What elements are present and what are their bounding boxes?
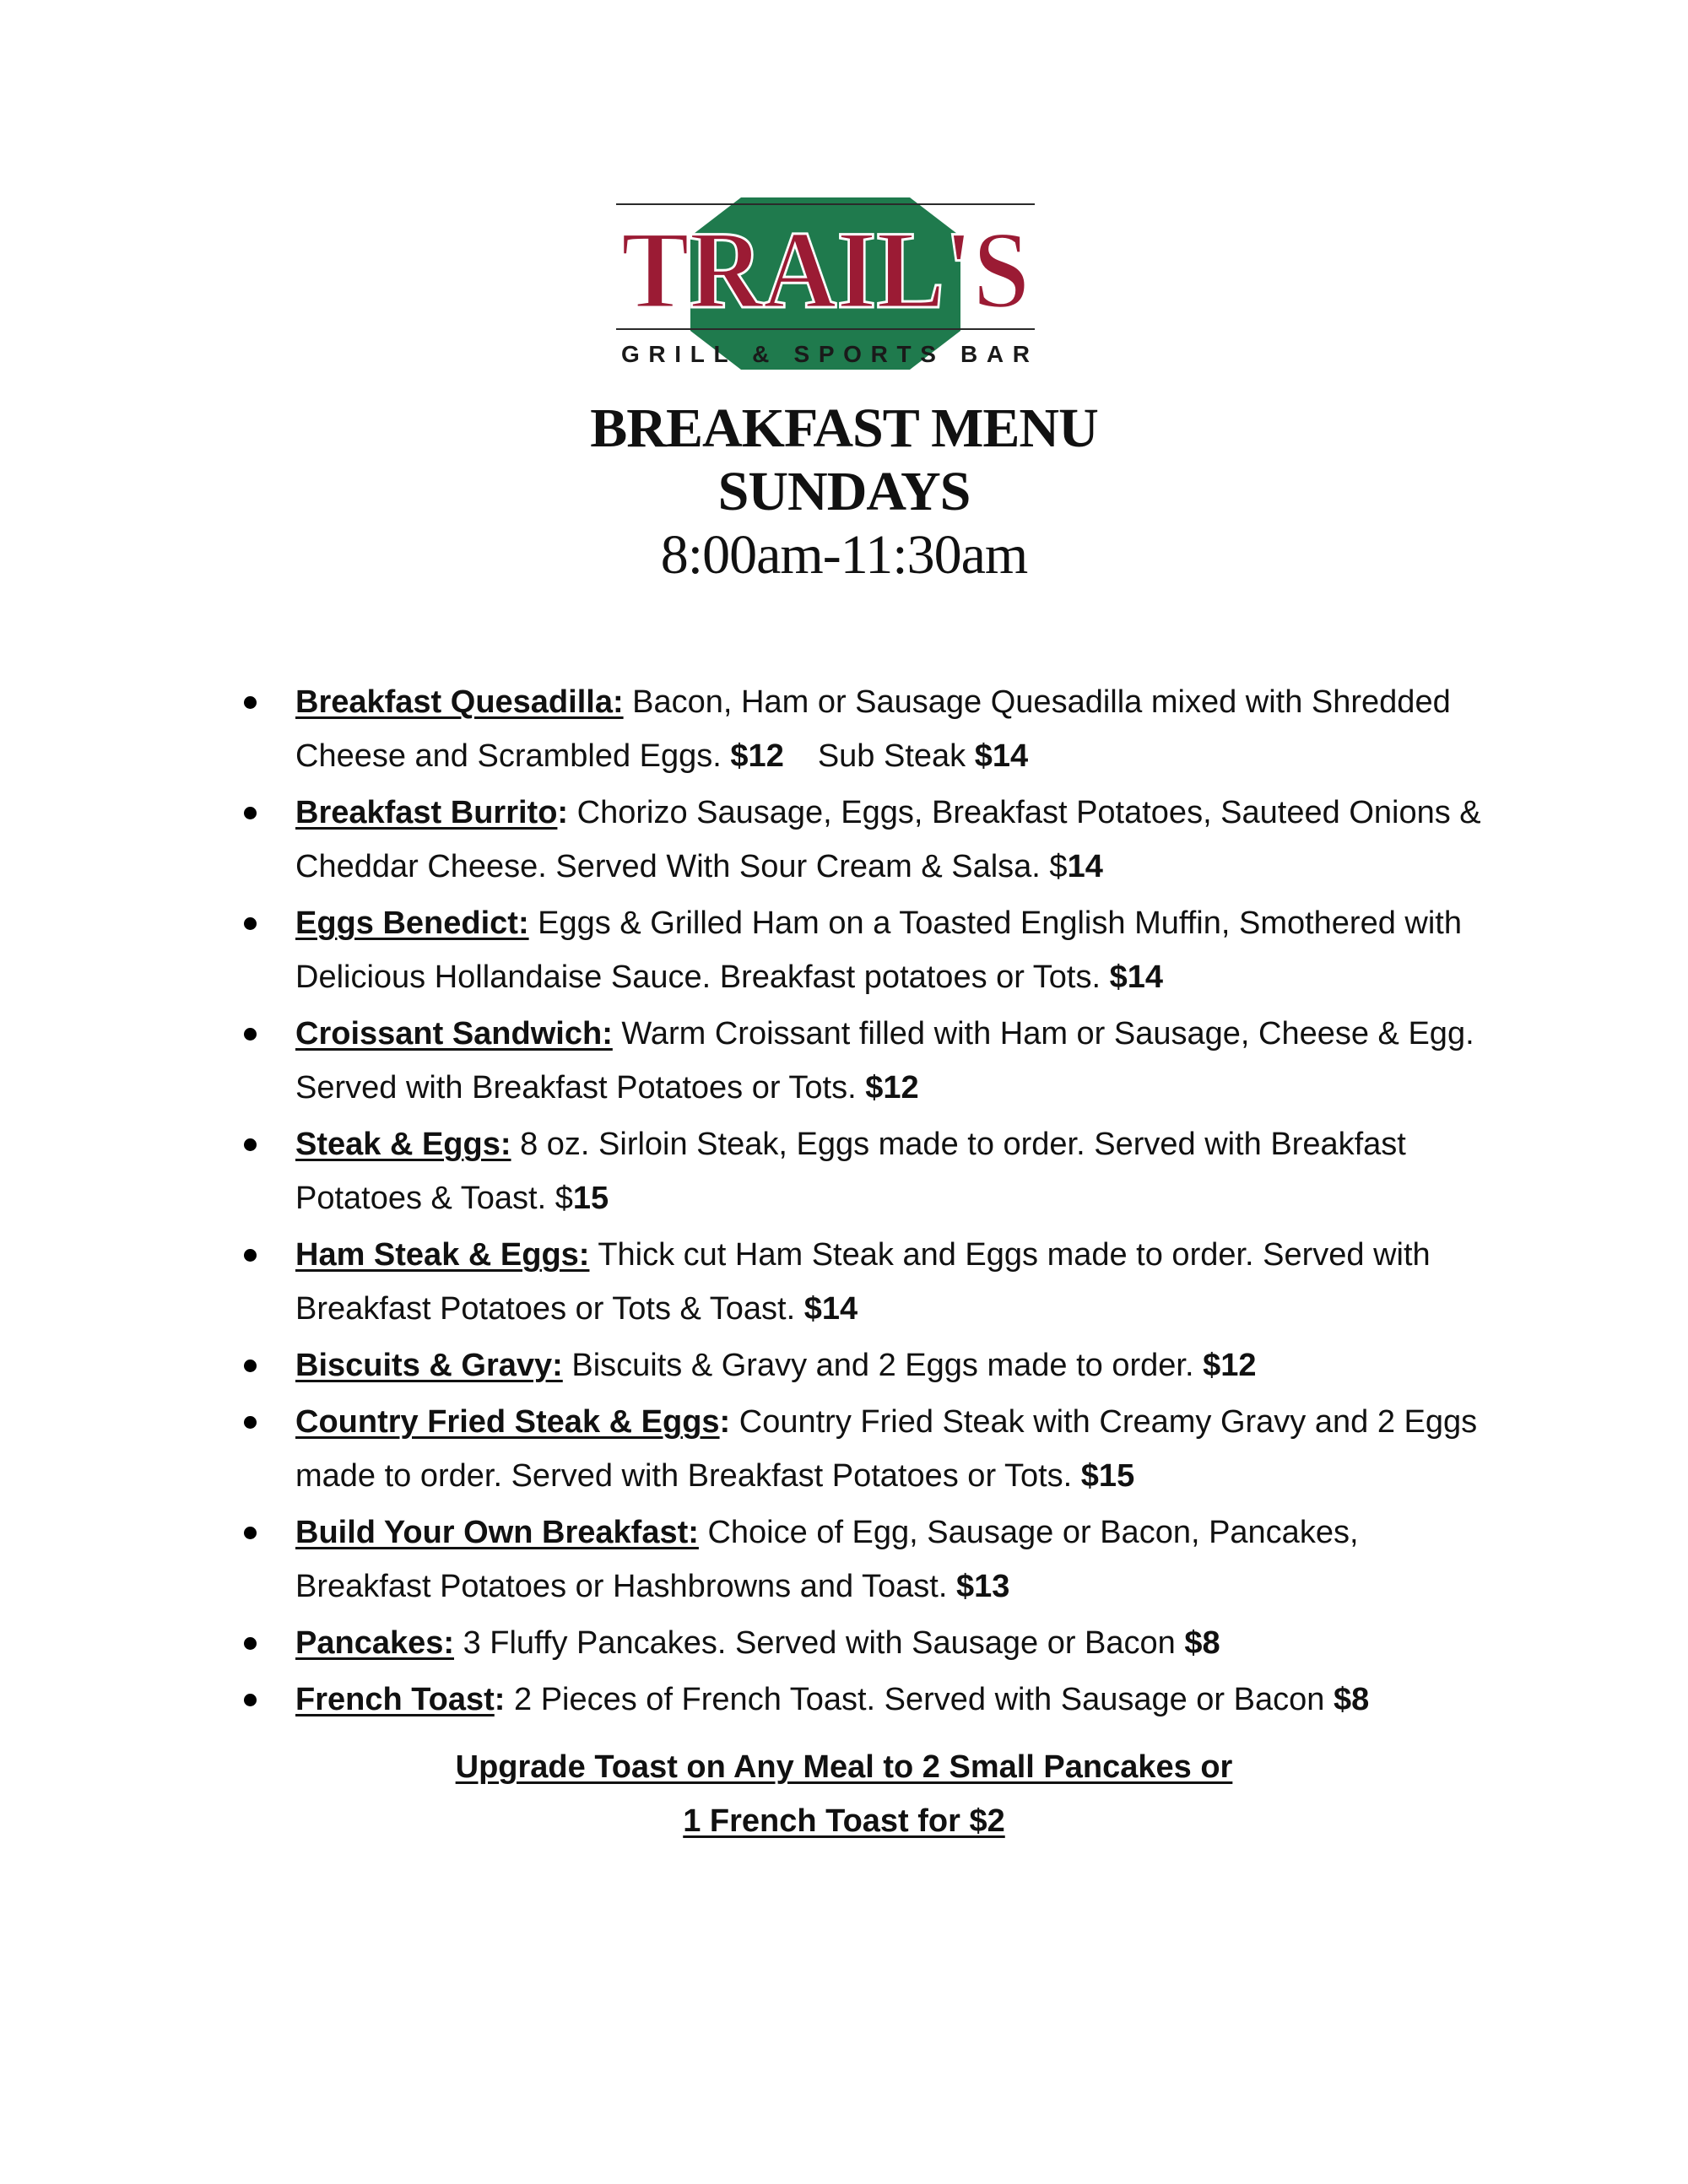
item-name: Breakfast Burrito [295, 795, 558, 830]
bullet-icon [244, 1694, 257, 1706]
item-description: Eggs & Grilled Ham on a Toasted English Muffin, Smothered with Delicious Hollandaise Sauce. Breakfast potatoes or Tots. [295, 905, 1462, 995]
item-name: French Toast [295, 1682, 495, 1717]
item-price-prefix: $ [1049, 849, 1068, 884]
bullet-icon [244, 1360, 257, 1372]
item-description: 2 Pieces of French Toast. Served with Sausage or Bacon [514, 1682, 1325, 1717]
menu-item-breakfast-burrito [295, 786, 1494, 894]
item-description: 8 oz. Sirloin Steak, Eggs made to order. Served with Breakfast Potatoes & Toast. [295, 1127, 1406, 1216]
item-price: $8 [1184, 1625, 1220, 1661]
menu-heading [0, 397, 1688, 587]
bullet-icon [244, 1028, 257, 1041]
menu-list [295, 675, 1494, 1729]
menu-item-eggs-benedict [295, 896, 1494, 1004]
item-price: 15 [572, 1181, 609, 1216]
menu-item-ham-steak-and-eggs [295, 1228, 1494, 1336]
item-name-suffix: : [494, 1682, 506, 1717]
item-name-suffix: : [719, 1404, 731, 1440]
item-name: Build Your Own Breakfast: [295, 1515, 699, 1550]
menu-day: SUNDAYS [717, 461, 971, 522]
item-description: 3 Fluffy Pancakes. Served with Sausage or Bacon [463, 1625, 1176, 1661]
item-price: $12 [730, 738, 784, 774]
logo-tagline: GRILL & SPORTS BAR [621, 341, 1030, 367]
item-name: Biscuits & Gravy: [295, 1348, 563, 1383]
bullet-icon [244, 917, 257, 930]
bullet-icon [244, 1249, 257, 1262]
menu-item-build-your-own-breakfast [295, 1506, 1494, 1614]
item-price: $8 [1333, 1682, 1370, 1717]
upgrade-note-line-2: 1 French Toast for $2 [683, 1803, 1005, 1839]
bullet-icon [244, 1527, 257, 1539]
item-extra-label: Sub Steak [817, 738, 966, 774]
item-description: Biscuits & Gravy and 2 Eggs made to order. [571, 1348, 1194, 1383]
menu-item-breakfast-quesadilla [295, 675, 1494, 783]
menu-item-french-toast [295, 1673, 1494, 1727]
item-price: $12 [1203, 1348, 1257, 1383]
menu-item-country-fried-steak [295, 1395, 1494, 1503]
item-description: Chorizo Sausage, Eggs, Breakfast Potatoes, Sauteed Onions & Cheddar Cheese. Served With Sour Cream & Salsa. [295, 795, 1481, 884]
item-description: Warm Croissant filled with Ham or Sausage, Cheese & Egg. Served with Breakfast Potatoes or Tots. [295, 1016, 1474, 1106]
item-price: $13 [955, 1569, 1010, 1604]
item-price: $12 [865, 1070, 919, 1106]
item-name-suffix: : [557, 795, 569, 830]
item-name: Eggs Benedict: [295, 905, 529, 941]
logo-graphic [614, 196, 1036, 375]
trails-logo [614, 196, 1036, 375]
item-description: Thick cut Ham Steak and Eggs made to order. Served with Breakfast Potatoes or Tots & Toast. [295, 1237, 1431, 1327]
item-name: Country Fried Steak & Eggs [295, 1404, 720, 1440]
menu-hours: 8:00am-11:30am [660, 524, 1028, 586]
item-price-prefix: $ [555, 1181, 573, 1216]
menu-item-steak-and-eggs [295, 1117, 1494, 1225]
item-name: Ham Steak & Eggs: [295, 1237, 590, 1273]
item-price: $14 [803, 1291, 858, 1327]
item-name: Breakfast Quesadilla: [295, 684, 624, 720]
menu-title: BREAKFAST MENU [590, 397, 1098, 459]
bullet-icon [244, 807, 257, 819]
item-description: Country Fried Steak with Creamy Gravy and 2 Eggs made to order. Served with Breakfast Potatoes or Tots. [295, 1404, 1478, 1494]
bullet-icon [244, 696, 257, 709]
menu-item-biscuits-and-gravy [295, 1338, 1494, 1392]
item-name: Steak & Eggs: [295, 1127, 511, 1162]
item-price: $15 [1080, 1458, 1135, 1494]
logo-wordmark: TRAIL'S [621, 208, 1030, 332]
menu-item-croissant-sandwich [295, 1007, 1494, 1115]
bullet-icon [244, 1138, 257, 1151]
upgrade-note-line-1: Upgrade Toast on Any Meal to 2 Small Pancakes or [455, 1749, 1233, 1785]
item-price: $14 [1109, 960, 1164, 995]
item-name: Pancakes: [295, 1625, 455, 1661]
item-description: Bacon, Ham or Sausage Quesadilla mixed with Shredded Cheese and Scrambled Eggs. [295, 684, 1451, 774]
bullet-icon [244, 1416, 257, 1429]
item-description: Choice of Egg, Sausage or Bacon, Pancakes, Breakfast Potatoes or Hashbrowns and Toast. [295, 1515, 1359, 1604]
bullet-icon [244, 1637, 257, 1650]
upgrade-note [0, 1740, 1688, 1848]
item-price: 14 [1067, 849, 1103, 884]
item-extra-price: $14 [974, 738, 1029, 774]
item-name: Croissant Sandwich: [295, 1016, 613, 1051]
menu-item-pancakes [295, 1616, 1494, 1670]
